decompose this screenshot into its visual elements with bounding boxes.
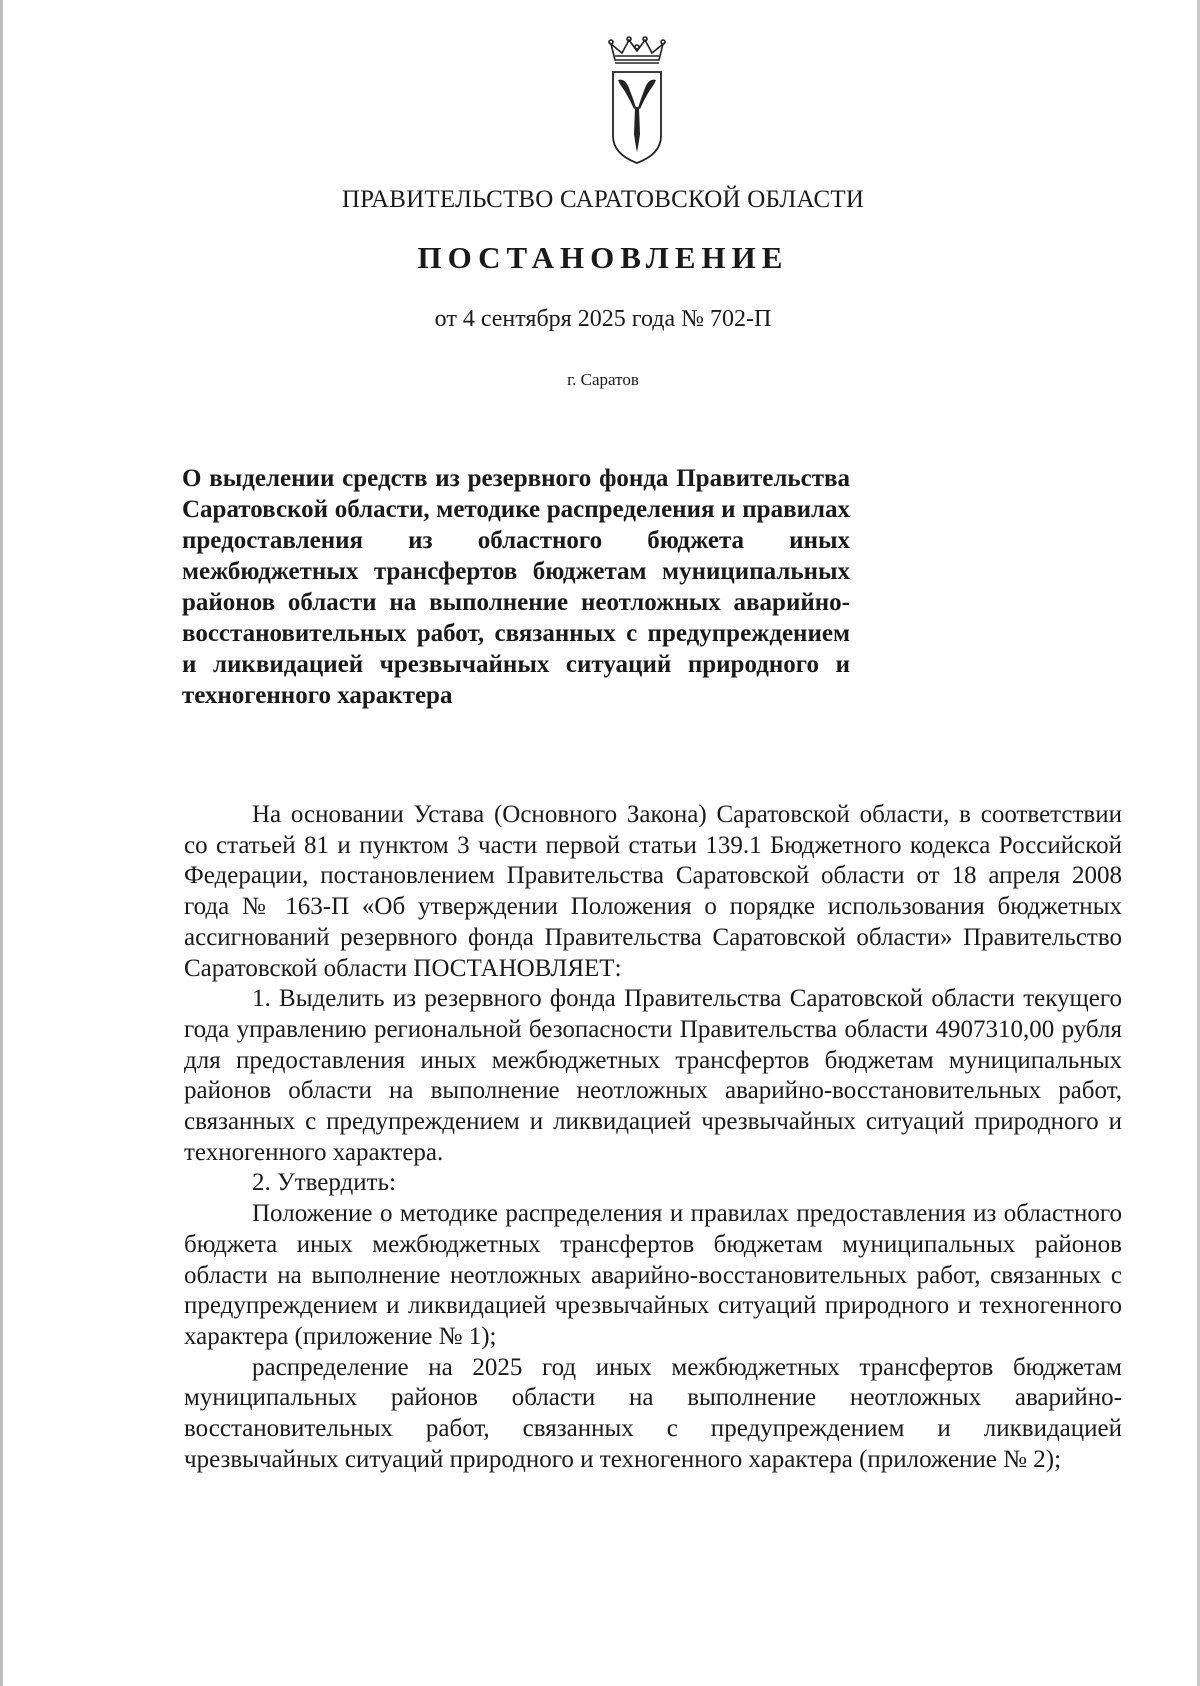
coat-of-arms-icon xyxy=(605,36,669,166)
appendix-2-item: распределение на 2025 год иных межбюджетных трансфертов бюджетам муниципальных районов области на выполнение неотложных аварийно-восстановительных работ, связанных с предупреждением и ликвидацией чрезвычайных ситуаций природного и техногенного характера (приложение № 2); xyxy=(184,1353,1122,1473)
preamble-paragraph: На основании Устава (Основного Закона) Саратовской области, в соответствии со статьей 81 и пунктом 3 части первой статьи 139.1 Бюджетного кодекса Российской Федерации, постановлением Правительства Саратовской области от 18 апреля 2008 года № 163-П «Об утверждении Положения о порядке использования бюджетных ассигнований резервного фонда Правительства Саратовской области» Правительство Саратовской области ПОСТАНОВЛЯЕТ: xyxy=(184,801,1122,982)
document-title: О выделении средств из резервного фонда Правительства Саратовской области, методике распределения и правилах предоставления из областного бюджета иных межбюджетных трансфертов бюджетам муниципальных районов области на выполнение неотложных аварийно-восстановительных работ, связанных с предупреждением и ликвидацией чрезвычайных ситуаций природного и техногенного характера xyxy=(182,465,850,709)
document-type: ПОСТАНОВЛЕНИЕ xyxy=(417,240,789,275)
document-body xyxy=(184,800,1122,1475)
document-date-number: от 4 сентября 2025 года № 702-П xyxy=(434,306,772,332)
clause-1-paragraph: 1. Выделить из резервного фонда Правительства Саратовской области текущего года управлению региональной безопасности Правительства области 4907310,00 рубля для предоставления иных межбюджетных трансфертов бюджетам муниципальных районов области на выполнение неотложных аварийно-восстановительных работ, связанных с предупреждением и ликвидацией чрезвычайных ситуаций природного и техногенного характера. xyxy=(184,985,1122,1166)
appendix-1-item: Положение о методике распределения и правилах предоставления из областного бюджета иных межбюджетных трансфертов бюджетам муниципальных районов области на выполнение неотложных аварийно-восстановительных работ, связанных с предупреждением и ликвидацией чрезвычайных ситуаций природного и техногенного характера (приложение № 1); xyxy=(184,1200,1122,1350)
document-city: г. Саратов xyxy=(567,370,639,389)
organization-name: ПРАВИТЕЛЬСТВО САРАТОВСКОЙ ОБЛАСТИ xyxy=(341,186,865,213)
clause-2-paragraph: 2. Утвердить: xyxy=(252,1169,396,1197)
